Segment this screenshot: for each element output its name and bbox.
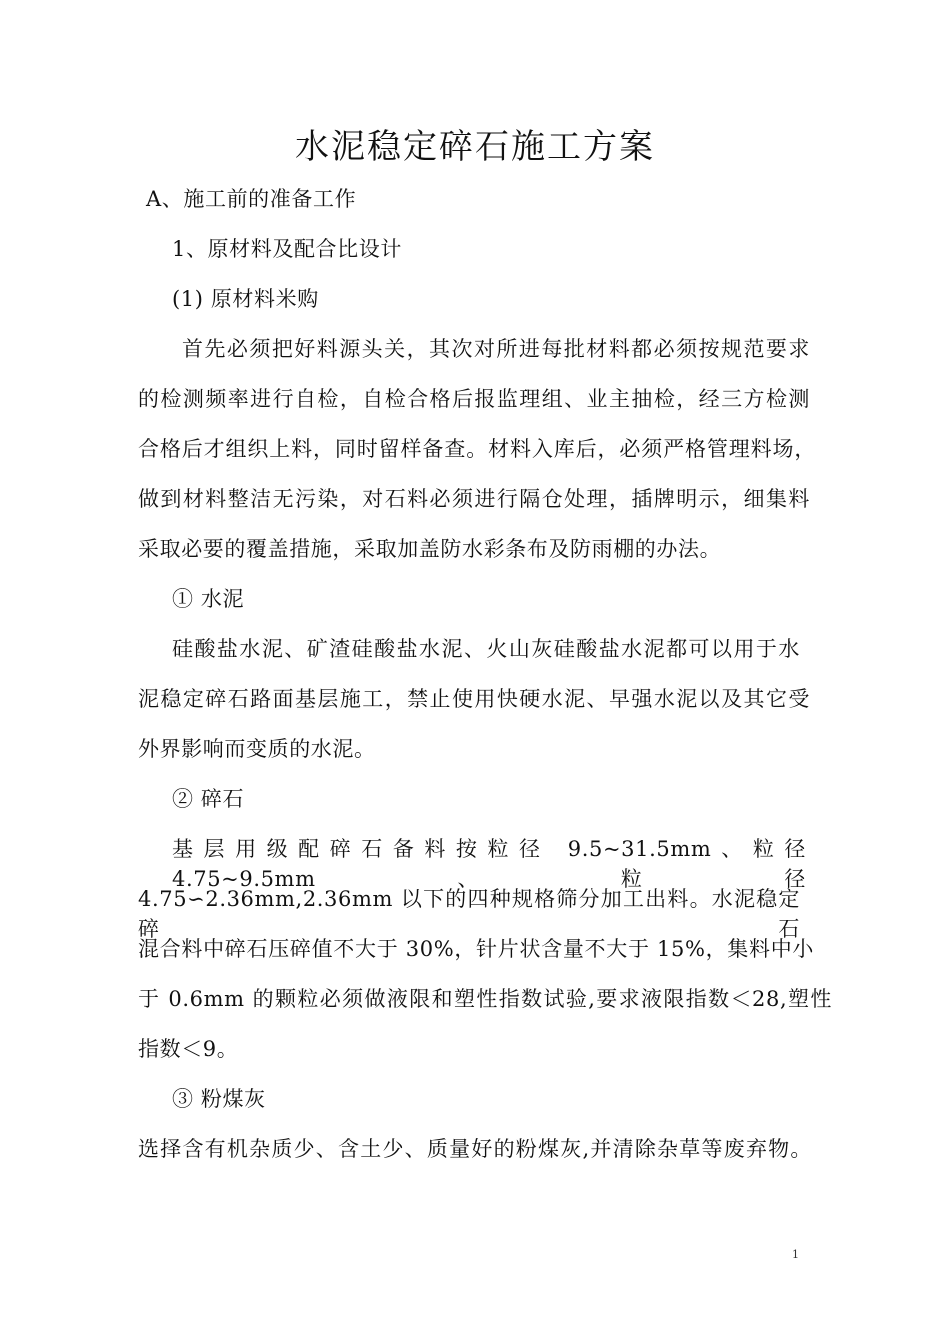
- item-heading-gravel: ② 碎石: [172, 787, 245, 811]
- paragraph-line: 于 0.6mm 的颗粒必须做液限和塑性指数试验,要求液限指数＜28,塑性: [138, 987, 832, 1011]
- subsection-heading-1: 1、原材料及配合比设计: [172, 237, 402, 261]
- paragraph-line: 4.75∽2.36mm,2.36mm 以下的四种规格筛分加工出料。水泥稳定碎石: [138, 887, 800, 941]
- document-title: 水泥稳定碎石施工方案: [295, 127, 655, 167]
- paragraph-line: 的检测频率进行自检，自检合格后报监理组、业主抽检，经三方检测: [138, 387, 810, 411]
- paragraph-line: 首先必须把好料源头关，其次对所进每批材料都必须按规范要求: [182, 337, 810, 361]
- paragraph-line: 选择含有机杂质少、含土少、质量好的粉煤灰,并清除杂草等废弃物。: [138, 1137, 812, 1161]
- paragraph-line: 采取必要的覆盖措施，采取加盖防水彩条布及防雨棚的办法。: [138, 537, 722, 561]
- paragraph-line: 指数＜9。: [138, 1037, 239, 1061]
- subsection-heading-1-1: (1) 原材料米购: [172, 287, 319, 311]
- paragraph-line: 做到材料整洁无污染，对石料必须进行隔仓处理，插牌明示，细集料: [138, 487, 810, 511]
- paragraph-line: 混合料中碎石压碎值不大于 30%，针片状含量不大于 15%，集料中小: [138, 937, 814, 961]
- paragraph-line: 硅酸盐水泥、矿渣硅酸盐水泥、火山灰硅酸盐水泥都可以用于水: [172, 637, 800, 661]
- item-heading-fly-ash: ③ 粉煤灰: [172, 1087, 266, 1111]
- paragraph-line: 外界影响而变质的水泥。: [138, 737, 376, 761]
- page-number: 1: [792, 1248, 799, 1261]
- paragraph-line: 泥稳定碎石路面基层施工，禁止使用快硬水泥、早强水泥以及其它受: [138, 687, 810, 711]
- section-heading-a: A、施工前的准备工作: [146, 187, 357, 211]
- paragraph-line: 基层用级配碎石备料按粒径 9.5~31.5mm、粒径 4.75~9.5mm、粒径: [172, 837, 806, 891]
- item-heading-cement: ① 水泥: [172, 587, 245, 611]
- paragraph-line: 合格后才组织上料，同时留样备查。材料入库后，必须严格管理料场，: [138, 437, 816, 461]
